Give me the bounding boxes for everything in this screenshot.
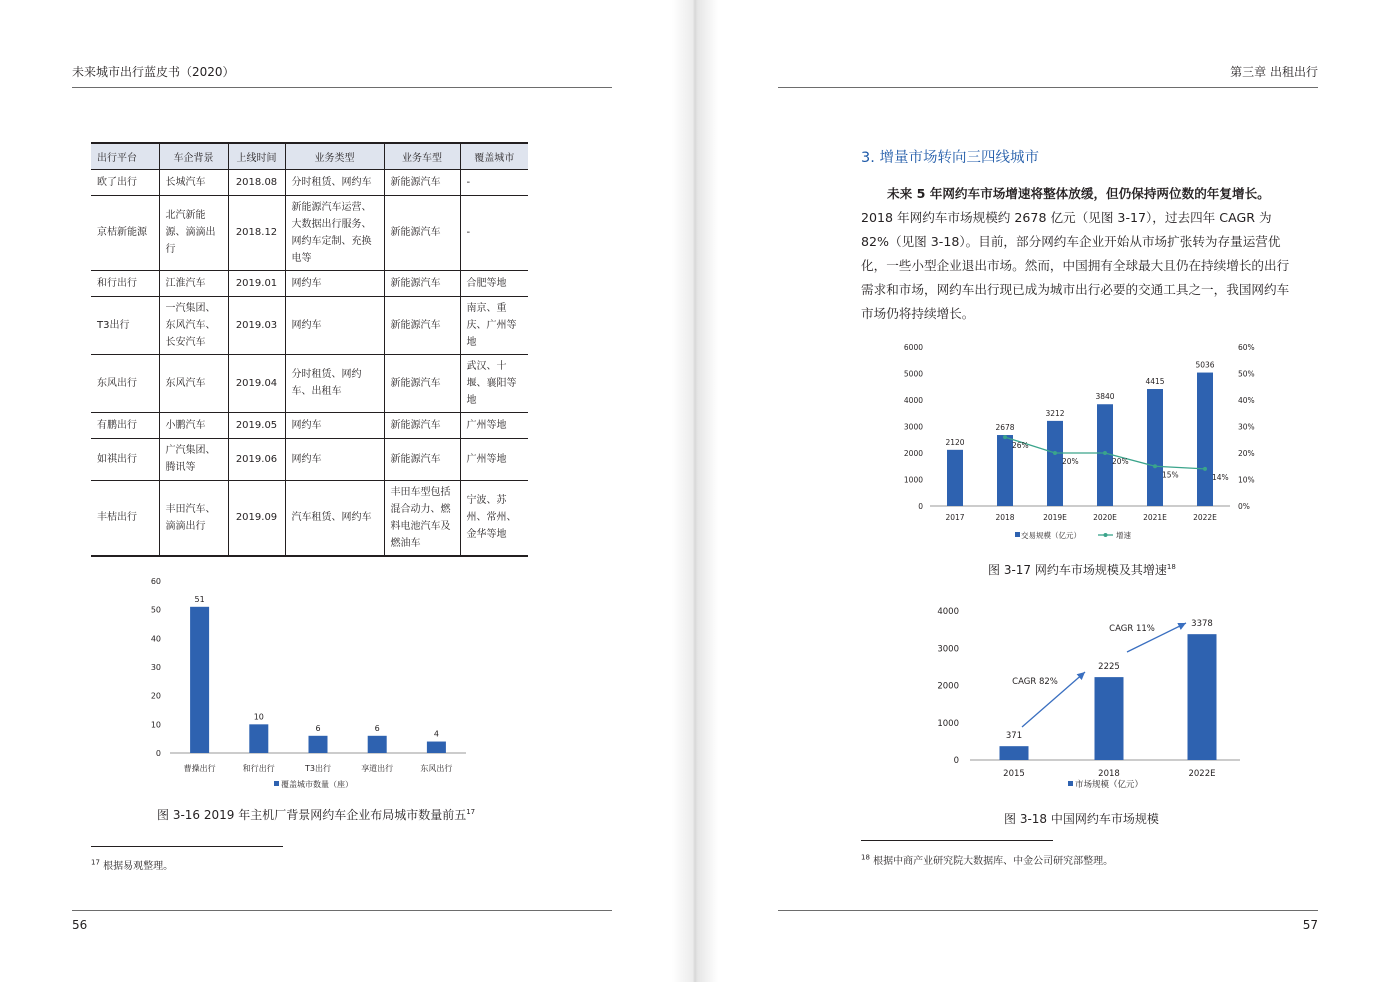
legend-label: 市场规模（亿元） <box>1075 780 1144 790</box>
x-tick-label: 2019E <box>1043 513 1067 522</box>
bar <box>1197 373 1213 506</box>
y-tick-label: 10 <box>150 720 161 730</box>
growth-point <box>1003 435 1007 439</box>
bar <box>1188 634 1217 760</box>
x-tick-label: 2022E <box>1188 769 1216 779</box>
table-row <box>91 438 528 480</box>
table-cell: 新能源汽车 <box>384 270 460 296</box>
table-header-cell: 车企背景 <box>159 143 228 169</box>
table-row <box>91 412 528 438</box>
table-cell: 京桔新能源 <box>91 195 159 270</box>
bar <box>190 607 209 753</box>
legend-swatch <box>1015 532 1020 537</box>
fig-3-18-chart <box>920 600 1250 795</box>
table-cell: 网约车 <box>285 296 384 354</box>
body-paragraph <box>861 182 1301 326</box>
x-tick-label: 曹操出行 <box>183 764 216 773</box>
y-tick-label: 2000 <box>937 681 959 692</box>
growth-point <box>1053 451 1057 455</box>
growth-point <box>1203 467 1207 471</box>
table-cell: 网约车 <box>285 270 384 296</box>
table-cell: 2019.06 <box>228 438 285 480</box>
y2-tick-label: 0% <box>1238 502 1250 511</box>
x-tick-label: 2018 <box>1098 769 1120 779</box>
table-row <box>91 480 528 556</box>
table-cell: 2018.12 <box>228 195 285 270</box>
cagr-label: CAGR 11% <box>1109 624 1155 634</box>
y-tick-label: 0 <box>918 502 923 511</box>
table-cell: 2019.05 <box>228 412 285 438</box>
table-cell: 2018.08 <box>228 169 285 195</box>
x-tick-label: 2020E <box>1093 513 1117 522</box>
x-tick-label: 2018 <box>995 513 1015 522</box>
bar <box>997 435 1013 506</box>
data-label: 51 <box>194 594 205 604</box>
x-tick-label: 2015 <box>1003 769 1025 779</box>
x-tick-label: 东风出行 <box>420 764 453 773</box>
table-cell: 一汽集团、东风汽车、长安汽车 <box>159 296 228 354</box>
table-cell: 新能源汽车 <box>384 169 460 195</box>
y-tick-label: 6000 <box>903 343 923 352</box>
data-label: 6 <box>315 723 321 733</box>
table-header-cell: 业务车型 <box>384 143 460 169</box>
table-cell: 网约车 <box>285 438 384 480</box>
platform-table <box>91 142 528 557</box>
table-cell: 新能源汽车 <box>384 354 460 412</box>
data-label: 3378 <box>1191 619 1213 630</box>
legend-label: 交易规模（亿元） <box>1021 531 1081 540</box>
fig-3-16-chart <box>120 570 500 795</box>
data-label: 3840 <box>1095 392 1115 402</box>
table-cell: 南京、重庆、广州等地 <box>460 296 528 354</box>
y-tick-label: 1000 <box>903 475 923 485</box>
table-cell: 2019.01 <box>228 270 285 296</box>
y2-tick-label: 40% <box>1238 396 1255 405</box>
x-tick-label: 2021E <box>1143 513 1167 522</box>
y2-tick-label: 10% <box>1238 475 1255 485</box>
table-cell: 新能源汽车运营、大数据出行服务、网约车定制、充换电等 <box>285 195 384 270</box>
y-tick-label: 0 <box>155 749 161 758</box>
y2-tick-label: 20% <box>1238 449 1255 458</box>
y-tick-label: 3000 <box>903 422 923 432</box>
right-page-number: 57 <box>1302 918 1318 932</box>
table-cell: 北汽新能源、滴滴出行 <box>159 195 228 270</box>
x-tick-label: 2017 <box>945 513 965 522</box>
table-cell: 2019.04 <box>228 354 285 412</box>
data-label: 371 <box>1005 731 1023 742</box>
growth-point <box>1103 451 1107 455</box>
y-tick-label: 5000 <box>903 369 923 379</box>
table-cell: 小鹏汽车 <box>159 412 228 438</box>
y-tick-label: 50 <box>150 605 161 615</box>
y-tick-label: 1000 <box>937 718 959 729</box>
table-cell: 网约车 <box>285 412 384 438</box>
table-cell: 新能源汽车 <box>384 195 460 270</box>
table-cell: 新能源汽车 <box>384 296 460 354</box>
bar <box>249 724 268 753</box>
y-tick-label: 30 <box>150 663 161 672</box>
table-cell: 欧了出行 <box>91 169 159 195</box>
table-cell: 宁波、苏州、常州、金华等地 <box>460 480 528 556</box>
data-label: 2225 <box>1098 662 1120 673</box>
paragraph-lead: 未来 5 年网约车市场增速将整体放缓，但仍保持两位数的年复增长。 <box>887 186 1270 201</box>
y-tick-label: 40 <box>150 634 161 644</box>
right-footnote: $^{18}$ 根据中商产业研究院大数据库、中金公司研究部整理。 <box>861 853 1114 867</box>
data-label: 6 <box>374 723 380 733</box>
table-cell: T3出行 <box>91 296 159 354</box>
table-cell: 有鹏出行 <box>91 412 159 438</box>
y2-tick-label: 30% <box>1238 422 1255 432</box>
table-header-cell: 覆盖城市 <box>460 143 528 169</box>
y-tick-label: 3000 <box>937 644 959 655</box>
table-cell: 丰田汽车、滴滴出行 <box>159 480 228 556</box>
data-label: 4415 <box>1145 377 1165 387</box>
data-label: 2120 <box>945 437 965 447</box>
legend-swatch <box>274 781 279 786</box>
growth-label: 20% <box>1062 457 1079 466</box>
data-label: 2678 <box>995 423 1015 433</box>
fig-3-17-caption: 图 3-17 网约车市场规模及其增速$^{18}$ <box>988 563 1176 577</box>
growth-label: 20% <box>1112 457 1129 466</box>
paragraph-rest: 2018 年网约车市场规模约 2678 亿元（见图 3-17），过去四年 CAGR 为 82%（见图 3-18）。目前，部分网约车企业开始从市场扩张转为存量运营优化，一些小型企业退出市场。然而，中国拥有全球最大且仍在持续增长的出行需求和市场，网约车出行现已成为城市出行必要的交通工具之一，我国网约车市场仍将持续增长。 <box>861 210 1290 321</box>
table-cell: 和行出行 <box>91 270 159 296</box>
table-cell: 广州等地 <box>460 438 528 480</box>
fig-3-18-caption: 图 3-18 中国网约车市场规模 <box>1004 812 1159 826</box>
right-header-rule <box>778 87 1318 88</box>
fig-3-17-chart <box>890 338 1270 548</box>
y-tick-label: 4000 <box>937 607 959 617</box>
y2-tick-label: 60% <box>1238 343 1255 352</box>
table-cell: 长城汽车 <box>159 169 228 195</box>
fig-3-16-caption: 图 3-16 2019 年主机厂背景网约车企业布局城市数量前五$^{17}$ <box>157 808 476 822</box>
table-row <box>91 169 528 195</box>
left-footer-rule <box>72 910 612 911</box>
right-running-head: 第三章 出租出行 <box>1230 65 1318 79</box>
data-label: 4 <box>433 729 439 739</box>
table-cell: - <box>460 169 528 195</box>
table-header-cell: 上线时间 <box>228 143 285 169</box>
legend-label: 覆盖城市数量（座） <box>281 780 353 789</box>
right-footer-rule <box>778 910 1318 911</box>
right-footnote-rule <box>861 840 1053 841</box>
bar <box>427 742 446 753</box>
left-footnote: $^{17}$ 根据易观整理。 <box>91 858 174 872</box>
y-tick-label: 4000 <box>903 396 923 405</box>
data-label: 10 <box>253 712 264 722</box>
bar <box>1000 746 1029 760</box>
bar <box>1095 677 1124 760</box>
y2-tick-label: 50% <box>1238 369 1255 379</box>
table-row <box>91 195 528 270</box>
y-tick-label: 60 <box>150 577 161 586</box>
table-header-row <box>91 143 528 169</box>
table-cell: 分时租赁、网约车、出租车 <box>285 354 384 412</box>
legend-marker <box>1104 533 1108 537</box>
table-cell: 东风出行 <box>91 354 159 412</box>
bar <box>947 450 963 506</box>
table-cell: 东风汽车 <box>159 354 228 412</box>
table-row <box>91 270 528 296</box>
table-cell: 新能源汽车 <box>384 412 460 438</box>
left-header-rule <box>72 87 612 88</box>
table-cell: 合肥等地 <box>460 270 528 296</box>
x-tick-label: T3出行 <box>305 764 331 773</box>
x-tick-label: 2022E <box>1193 513 1217 522</box>
book-gutter-shadow <box>672 0 718 982</box>
table-row <box>91 296 528 354</box>
bar <box>368 736 387 753</box>
y-tick-label: 2000 <box>903 449 923 458</box>
table-body <box>91 169 528 556</box>
table-cell: 分时租赁、网约车 <box>285 169 384 195</box>
x-tick-label: 和行出行 <box>242 764 275 773</box>
table-header-cell: 出行平台 <box>91 143 159 169</box>
left-running-head: 未来城市出行蓝皮书（2020） <box>72 65 235 79</box>
table-header-cell: 业务类型 <box>285 143 384 169</box>
table-cell: 2019.03 <box>228 296 285 354</box>
table-cell: 江淮汽车 <box>159 270 228 296</box>
table-row <box>91 354 528 412</box>
growth-label: 15% <box>1162 470 1179 480</box>
table-cell: 丰桔出行 <box>91 480 159 556</box>
table-cell: 新能源汽车 <box>384 438 460 480</box>
bar <box>1047 421 1063 506</box>
growth-label: 14% <box>1212 472 1229 482</box>
x-tick-label: 享道出行 <box>361 764 394 773</box>
legend-swatch <box>1068 781 1073 786</box>
table-cell: 广州等地 <box>460 412 528 438</box>
data-label: 3212 <box>1045 408 1065 418</box>
left-page-number: 56 <box>72 918 88 932</box>
table-cell: 汽车租赁、网约车 <box>285 480 384 556</box>
section-title: 3. 增量市场转向三四线城市 <box>861 150 1039 166</box>
growth-label: 26% <box>1012 441 1029 451</box>
bar <box>309 736 328 753</box>
bar <box>1147 389 1163 506</box>
table-cell: 广汽集团、腾讯等 <box>159 438 228 480</box>
table-cell: 如祺出行 <box>91 438 159 480</box>
table-cell: 2019.09 <box>228 480 285 556</box>
left-footnote-rule <box>91 846 283 847</box>
table-cell: 武汉、十堰、襄阳等地 <box>460 354 528 412</box>
legend-label: 增速 <box>1116 531 1131 540</box>
table-cell: 丰田车型包括混合动力、燃料电池汽车及燃油车 <box>384 480 460 556</box>
y-tick-label: 0 <box>953 756 959 766</box>
cagr-label: CAGR 82% <box>1012 677 1058 687</box>
data-label: 5036 <box>1195 360 1215 370</box>
table-cell: - <box>460 195 528 270</box>
y-tick-label: 20 <box>150 691 161 701</box>
growth-point <box>1153 464 1157 468</box>
